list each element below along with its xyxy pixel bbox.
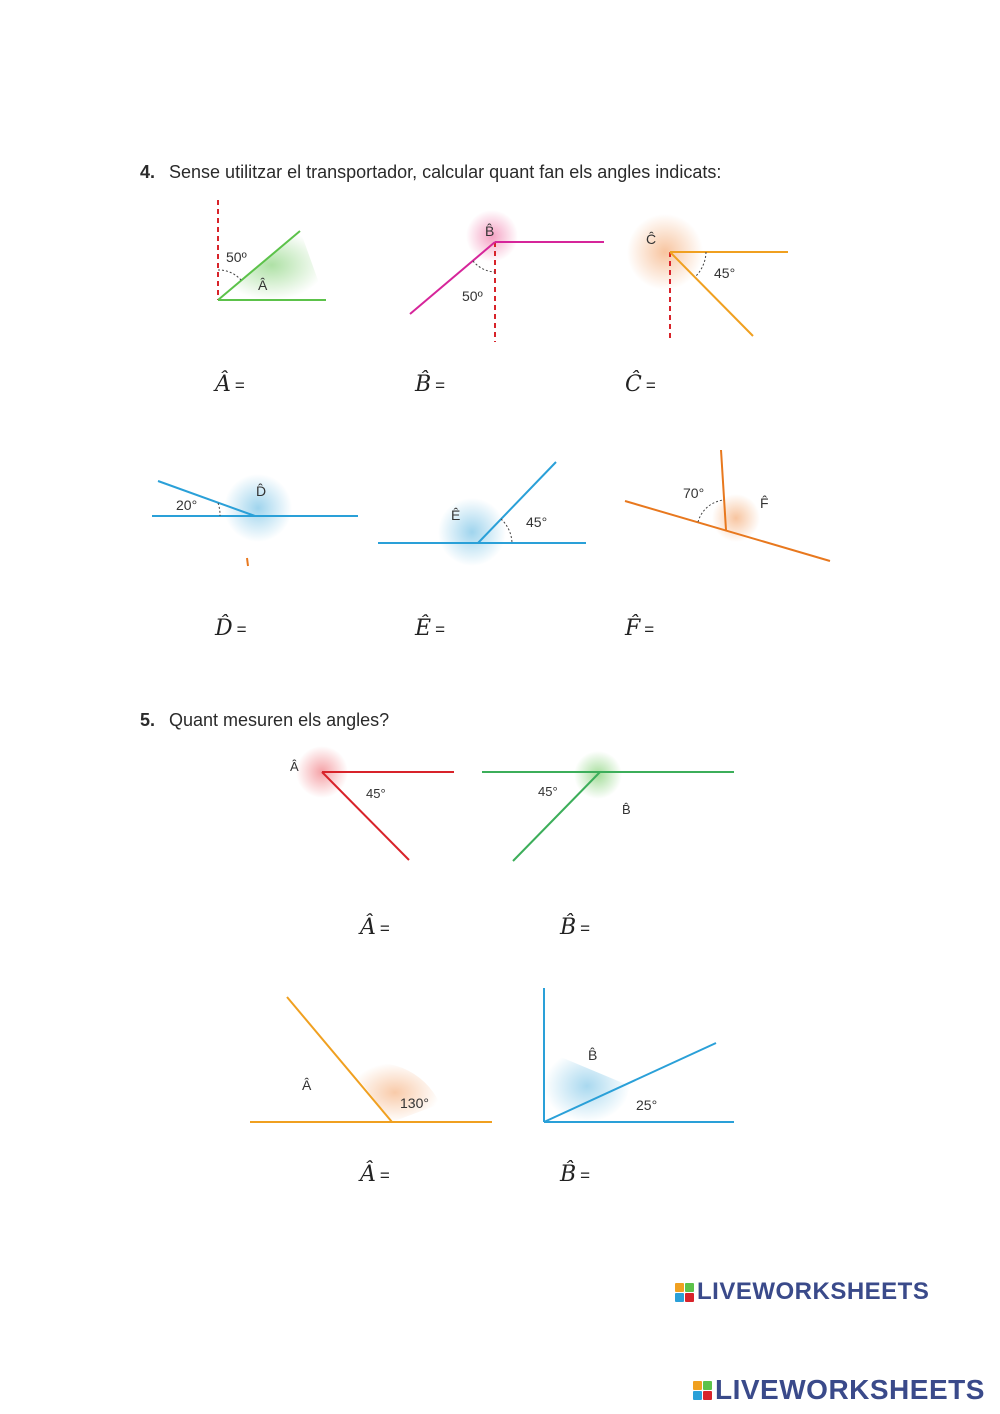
liveworksheets-mark-icon: [693, 1381, 712, 1400]
figure-4b-given: 50º: [462, 288, 483, 304]
figure-4d: [152, 474, 358, 566]
figure-5b-bottom: [544, 988, 734, 1122]
answer-4e-input[interactable]: [452, 619, 512, 639]
answer-5b-bottom-equals: =: [580, 1166, 591, 1185]
figure-4f: [625, 450, 830, 561]
liveworksheets-logo-page: [675, 1278, 929, 1306]
answer-4c: [625, 372, 723, 397]
figure-4a-given: 50º: [226, 249, 247, 265]
figure-4b-angle: B̂: [485, 223, 495, 239]
answer-5a-top: [360, 915, 457, 940]
answer-4e: [415, 616, 512, 641]
figure-5a-top-angle: Â: [290, 759, 299, 774]
figure-5a-bottom-angle: Â: [302, 1077, 312, 1093]
answer-4c-equals: =: [645, 376, 656, 395]
figure-4c-angle: Ĉ: [646, 231, 657, 247]
answer-4e-equals: =: [435, 620, 445, 639]
answer-4b: [415, 372, 512, 397]
answer-4d-symbol: D̂: [215, 616, 233, 641]
answer-4e-symbol: Ê: [415, 616, 432, 641]
figure-5b-top: [482, 751, 734, 861]
answer-4a-symbol: Â: [215, 372, 231, 397]
question-4-text: Sense utilitzar el transportador, calcular quant fan els angles indicats:: [169, 162, 722, 182]
answer-5a-bottom: [360, 1162, 457, 1187]
figure-4f-given: 70°: [683, 485, 705, 501]
figure-5b-bottom-given: 25°: [636, 1097, 658, 1113]
answer-4a: [215, 372, 312, 397]
figure-4e-given: 45°: [526, 514, 548, 530]
figure-4c-given: 45°: [714, 265, 736, 281]
answer-4d: [215, 616, 314, 641]
liveworksheets-logo-footer: [693, 1374, 985, 1406]
liveworksheets-logo-text: LIVEWORKSHEETS: [697, 1278, 930, 1305]
figure-4d-given: 20°: [176, 497, 198, 513]
question-5-title: [140, 710, 389, 731]
answer-5a-top-equals: =: [379, 919, 390, 938]
answer-4b-input[interactable]: [452, 375, 512, 395]
figure-5a-bottom: [250, 997, 492, 1122]
answer-5b-bottom-input[interactable]: [597, 1165, 657, 1185]
figure-4b: [410, 210, 604, 342]
answer-4f: [625, 616, 721, 641]
figure-4a: [218, 200, 326, 300]
figure-5a-top: [290, 746, 454, 860]
answer-5a-top-symbol: Â: [360, 915, 376, 940]
question-5-text: Quant mesuren els angles?: [169, 710, 390, 730]
answer-5a-bottom-symbol: Â: [360, 1162, 376, 1187]
answer-4d-equals: =: [236, 620, 247, 639]
liveworksheets-logo-text: LIVEWORKSHEETS: [715, 1374, 985, 1405]
answer-4d-input[interactable]: [254, 619, 314, 639]
figure-4d-angle: D̂: [256, 483, 267, 499]
figure-5a-bottom-given: 130°: [400, 1095, 429, 1111]
answer-5a-bottom-input[interactable]: [397, 1165, 457, 1185]
figure-5a-top-given: 45°: [366, 786, 386, 801]
question-5-number: 5.: [140, 710, 156, 730]
answer-4a-input[interactable]: [252, 375, 312, 395]
answer-5b-top-equals: =: [580, 919, 591, 938]
figure-4f-angle: F̂: [760, 495, 769, 511]
answer-4f-input[interactable]: [661, 619, 721, 639]
answer-5a-top-input[interactable]: [397, 918, 457, 938]
figure-4a-angle: Â: [258, 277, 268, 293]
answer-5a-bottom-equals: =: [379, 1166, 390, 1185]
answer-4c-input[interactable]: [663, 375, 723, 395]
figure-5b-top-angle: B̂: [622, 802, 631, 817]
answer-5b-top-symbol: B̂: [560, 915, 577, 940]
figure-4c: [627, 214, 788, 342]
figure-4e: [378, 462, 586, 566]
liveworksheets-mark-icon: [675, 1283, 694, 1302]
answer-5b-bottom: [560, 1162, 657, 1187]
answer-4b-symbol: B̂: [415, 372, 432, 397]
answer-4f-symbol: F̂: [625, 616, 641, 641]
answer-5b-top: [560, 915, 657, 940]
answer-5b-top-input[interactable]: [597, 918, 657, 938]
question-4-number: 4.: [140, 162, 156, 182]
answer-4c-symbol: Ĉ: [625, 372, 642, 397]
answer-5b-bottom-symbol: B̂: [560, 1162, 577, 1187]
figure-5b-bottom-angle: B̂: [588, 1047, 598, 1063]
answer-4b-equals: =: [435, 376, 446, 395]
answer-4f-equals: =: [644, 620, 655, 639]
answer-4a-equals: =: [234, 376, 245, 395]
figure-5b-top-given: 45°: [538, 784, 558, 799]
figure-4e-angle: Ê: [451, 507, 461, 523]
